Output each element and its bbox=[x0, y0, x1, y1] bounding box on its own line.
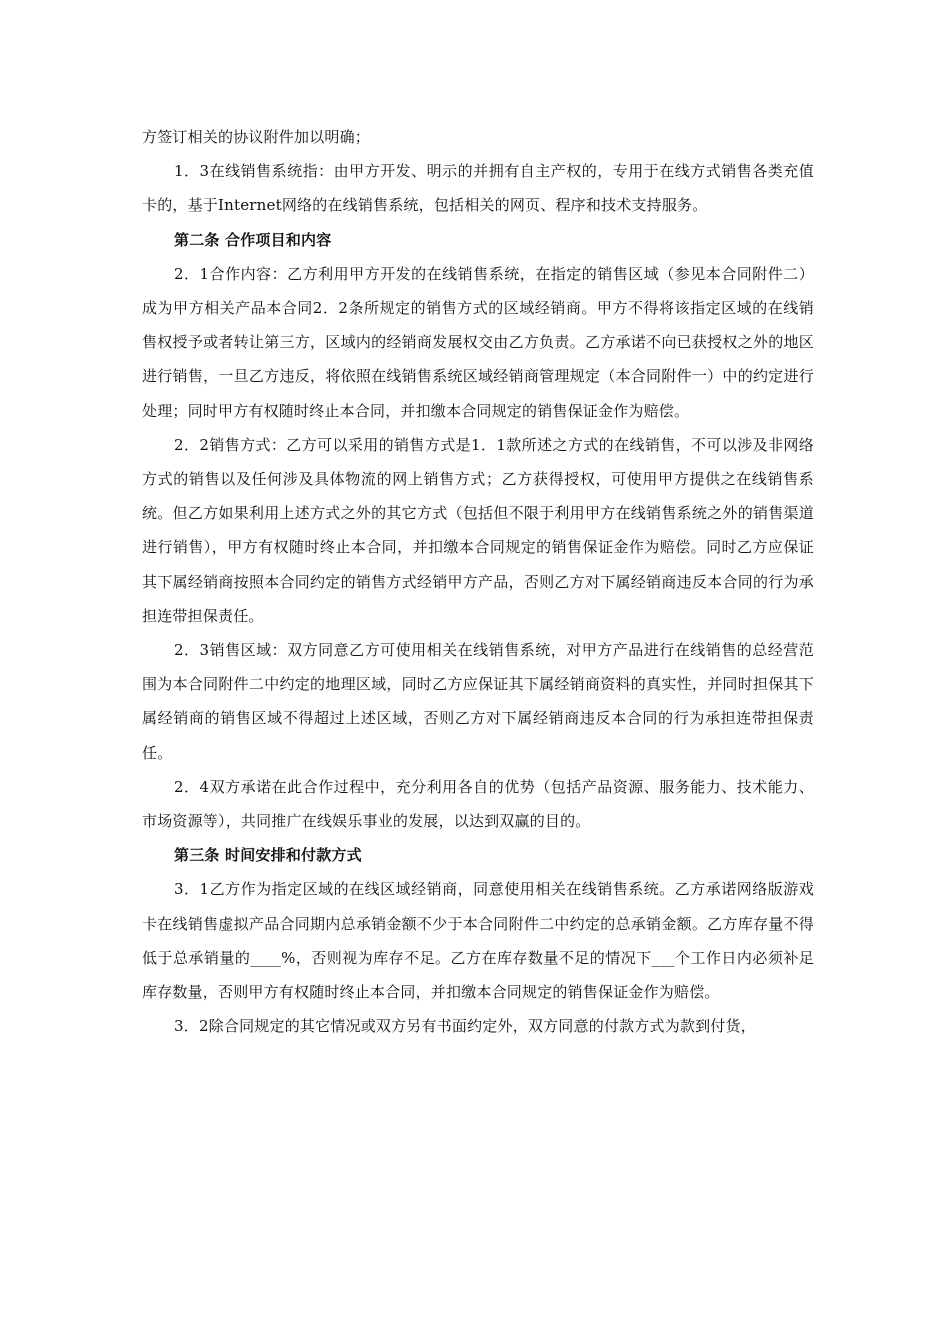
paragraph-1-intro-continuation: 方签订相关的协议附件加以明确； bbox=[142, 128, 371, 146]
document-body bbox=[142, 120, 814, 1043]
paragraph-3-1-distributor-terms: 3．1乙方作为指定区域的在线区域经销商，同意使用相关在线销售系统。乙方承诺网络版游戏卡在线销售虚拟产品合同期内总承销金额不少于本合同附件二中约定的总承销金额。乙方库存量不得低于总承销量的____%，否则视为库存不足。乙方在库存数量不足的情况下___个工作日内必须补足库存数量，否则甲方有权随时终止本合同，并扣缴本合同规定的销售保证金作为赔偿。 bbox=[142, 880, 814, 1002]
paragraph-1-3-online-sales-system: 1．3在线销售系统指：由甲方开发、明示的并拥有自主产权的，专用于在线方式销售各类充值卡的，基于Internet网络的在线销售系统，包括相关的网页、程序和技术支持服务。 bbox=[142, 162, 814, 215]
article-2-heading: 第二条 合作项目和内容 bbox=[174, 230, 332, 249]
article-3-heading: 第三条 时间安排和付款方式 bbox=[174, 846, 362, 865]
paragraph-2-3-sales-region: 2．3销售区域：双方同意乙方可使用相关在线销售系统，对甲方产品进行在线销售的总经营范围为本合同附件二中约定的地理区域，同时乙方应保证其下属经销商资料的真实性，并同时担保其下属经销商的销售区域不得超过上述区域，否则乙方对下属经销商违反本合同的行为承担连带担保责任。 bbox=[142, 641, 814, 762]
paragraph-2-2-sales-method: 2．2销售方式：乙方可以采用的销售方式是1．1款所述之方式的在线销售，不可以涉及非网络方式的销售以及任何涉及具体物流的网上销售方式；乙方获得授权，可使用甲方提供之在线销售系统。但乙方如果利用上述方式之外的其它方式（包括但不限于利用甲方在线销售系统之外的销售渠道进行销售），甲方有权随时终止本合同，并扣缴本合同规定的销售保证金作为赔偿。同时乙方应保证其下属经销商按照本合同约定的销售方式经销甲方产品，否则乙方对下属经销商违反本合同的行为承担连带担保责任。 bbox=[142, 435, 814, 625]
paragraph-3-2-payment-method: 3．2除合同规定的其它情况或双方另有书面约定外，双方同意的付款方式为款到付货， bbox=[174, 1017, 756, 1036]
paragraph-2-4-mutual-commitment: 2．4双方承诺在此合作过程中，充分利用各自的优势（包括产品资源、服务能力、技术能力、市场资源等），共同推广在线娱乐事业的发展，以达到双赢的目的。 bbox=[142, 777, 814, 831]
paragraph-2-1-cooperation-content: 2．1合作内容：乙方利用甲方开发的在线销售系统，在指定的销售区域（参见本合同附件二）成为甲方相关产品本合同2．2条所规定的销售方式的区域经销商。甲方不得将该指定区域的在线销售权授予或者转让第三方，区域内的经销商发展权交由乙方负责。乙方承诺不向已获授权之外的地区进行销售，一旦乙方违反，将依照在线销售系统区域经销商管理规定（本合同附件一）中的约定进行处理；同时甲方有权随时终止本合同，并扣缴本合同规定的销售保证金作为赔偿。 bbox=[142, 264, 814, 420]
